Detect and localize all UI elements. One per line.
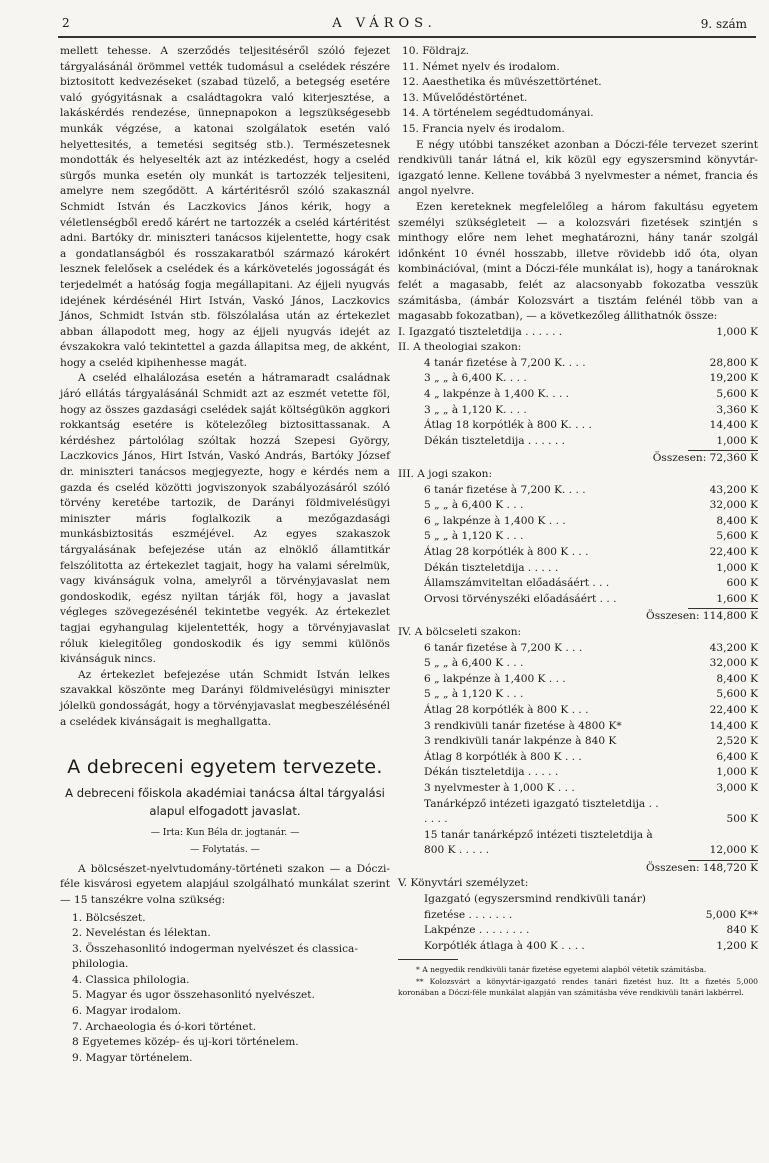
list-item: 8 Egyetemes közép- és uj-kori történelem.: [72, 1036, 299, 1049]
budget-row: [424, 403, 758, 419]
budget-row: [424, 750, 758, 766]
list-item: 12. Aaesthetika és müvészettörténet.: [402, 76, 602, 89]
paragraph: Az értekezlet befejezése után Schmidt István lelkes szavakkal köszönte meg Darányi földmivelésügyi miniszter jólelkü gondosságát, hogy a törvényjavaslat megbeszélésénél a cselédek kivánságait is meghallgatta.: [60, 668, 390, 728]
budget-amount: 6,400 K: [716, 750, 758, 763]
budget-amount: 14,400 K: [709, 719, 758, 732]
footnote-rule: [398, 959, 458, 960]
footnote: * A negyedik rendkivüli tanár fizetése egyetemi alapból vétetik számitásba.: [416, 965, 707, 975]
list-item: 7. Archaeologia és ó-kori történet.: [72, 1020, 257, 1033]
total-label: Összesen:: [646, 861, 700, 874]
budget-amount: 14,400 K: [709, 419, 758, 432]
paragraph: Ezen kereteknek megfelelőleg a három fakultásu egyetem személyi szükségleteit — a kolozsvári fizetések szintjén s minthogy előre nem lehet meghatározni, hány tanár szolgál időnként 10 évnél hosszabb, illetve rövidebb idő óta, olyan kombinációval, (mint a Dóczi-féle munkálat is), hogy a tanároknak felét a magasabb, felét az alacsonyabb fokozatba vesszük számitásba, (ámbár Kolozsvárt a tisztám felénél több van a magasabb fokozatban), — a következőleg állithatnók össze:: [398, 200, 758, 323]
budget-row: [424, 797, 758, 828]
left-column: [60, 44, 390, 1066]
budget-label: 3 rendkivüli tanár fizetése à 4800 K*: [424, 719, 622, 732]
budget-label: Átlag 28 korpótlék à 800 K . . .: [424, 703, 589, 716]
budget-label: Korpótlék átlaga à 400 K . . . .: [424, 939, 585, 952]
budget-label: 5 „ „ à 1,120 K . . .: [424, 530, 524, 543]
budget-row: [424, 923, 758, 939]
list-item: 11. Német nyelv és irodalom.: [402, 60, 560, 73]
budget-row: [424, 529, 758, 545]
budget-row: [424, 418, 758, 434]
budget-row: [424, 892, 758, 923]
budget-amount: 1,200 K: [716, 939, 758, 952]
footnote: ** Kolozsvárt a könyvtár-igazgató rendes tanári fizetést huz. Itt a fizetés 5,000 koronában a Dóczi-féle munkálat alapján van számitásba véve rendkivüli tanári lakbérrel.: [398, 977, 758, 998]
budget-row: [424, 781, 758, 797]
chair-list-continued: [398, 44, 758, 138]
continued-note: — Folytatás. —: [190, 843, 260, 855]
issue-number: 9. szám: [700, 17, 747, 31]
header-rule: [58, 36, 756, 38]
budget-row: [424, 719, 758, 735]
library-budget: [398, 892, 758, 954]
article-author: — Irta: Kun Béla dr. jogtanár. —: [150, 826, 300, 838]
total-amount: 148,720 K: [702, 861, 758, 874]
budget-row: [424, 828, 758, 859]
budget-label: Dékán tiszteletdija . . . . .: [424, 561, 559, 574]
budget-amount: 1,000 K: [716, 325, 758, 338]
budget-row: [424, 371, 758, 387]
list-item: 15. Francia nyelv és irodalom.: [402, 122, 565, 135]
paragraph: E négy utóbbi tanszéket azonban a Dóczi-féle tervezet szerint rendkivüli tanár látná el, kik közül egy egyszersmind könyvtár-igazgató lenne. Kellene továbbá 3 nyelvmester a német, francia és angol nyelvre.: [398, 138, 758, 198]
budget-amount: 22,400 K: [709, 703, 758, 716]
budget-row: [424, 498, 758, 514]
budget-label: Igazgató (egyszersmind rendkivüli tanár) fizetése . . . . . . .: [424, 893, 646, 921]
intro-paragraph: A bölcsészet-nyelvtudomány-történeti szakon — a Dóczi-féle kisvárosi egyetem alapjául szolgálható munkálat szerint — 15 tanszékre volna szükség:: [60, 862, 390, 906]
list-item: 3. Összehasonlitó indogerman nyelvészet és classica-philologia.: [72, 942, 358, 971]
section-total: [424, 609, 758, 625]
list-item: 2. Neveléstan és lélektan.: [72, 927, 211, 940]
budget-amount: 1,000 K: [716, 766, 758, 779]
budget-amount: 1,000 K: [716, 561, 758, 574]
philosophy-budget: [398, 641, 758, 877]
budget-row: [424, 672, 758, 688]
page-header: [0, 14, 769, 34]
budget-row: [398, 325, 758, 341]
list-item: 5. Magyar és ugor összehasonlitó nyelvészet.: [72, 989, 315, 1002]
budget-label: Tanárképző intézeti igazgató tiszteletdija . . . . . .: [424, 797, 659, 826]
budget-row: [424, 939, 758, 955]
list-item: 9. Magyar történelem.: [72, 1051, 193, 1064]
budget-label: Átlag 8 korpótlék à 800 K . . .: [424, 750, 582, 763]
budget-amount: 600 K: [726, 577, 758, 590]
budget-label: 5 „ „ à 6,400 K . . .: [424, 499, 524, 512]
budget-amount: 43,200 K: [709, 483, 758, 496]
budget-amount: 8,400 K: [716, 514, 758, 527]
budget-label: 6 tanár fizetése à 7,200 K. . . .: [424, 483, 586, 496]
budget-amount: 43,200 K: [709, 641, 758, 654]
budget-amount: 12,000 K: [709, 844, 758, 857]
budget-row: [424, 356, 758, 372]
budget-label: I. Igazgató tiszteletdija . . . . . .: [398, 325, 563, 338]
budget-amount: 5,600 K: [716, 388, 758, 401]
budget-label: 6 tanár fizetése à 7,200 K . . .: [424, 641, 583, 654]
budget-amount: 1,000 K: [716, 434, 758, 447]
budget-row: [424, 592, 758, 608]
total-label: Összesen:: [646, 610, 700, 623]
theology-budget: [398, 356, 758, 467]
list-item: 14. A történelem segédtudományai.: [402, 107, 594, 120]
budget-row: [424, 687, 758, 703]
budget-label: 5 „ „ à 1,120 K . . .: [424, 688, 524, 701]
section-heading: II. A theologiai szakon:: [398, 341, 522, 354]
section-heading: III. A jogi szakon:: [398, 468, 493, 481]
budget-row: [424, 703, 758, 719]
budget-amount: 3,360 K: [716, 403, 758, 416]
budget-label: 5 „ „ à 6,400 K . . .: [424, 657, 524, 670]
budget-amount: 32,000 K: [709, 499, 758, 512]
budget-row: [424, 656, 758, 672]
budget-row: [424, 483, 758, 499]
chair-list: [60, 911, 390, 1067]
budget-label: 4 tanár fizetése à 7,200 K. . . .: [424, 356, 586, 369]
budget-label: 3 nyelvmester à 1,000 K . . .: [424, 781, 575, 794]
total-amount: 72,360 K: [709, 452, 758, 465]
budget-amount: 500 K: [726, 813, 758, 826]
section-heading: V. Könyvtári személyzet:: [398, 877, 529, 890]
budget-amount: 32,000 K: [709, 657, 758, 670]
journal-title: A VÁROS.: [332, 16, 437, 31]
budget-label: 15 tanár tanárképző intézeti tiszteletdija à 800 K . . . . .: [424, 828, 653, 857]
budget-label: 6 „ lakpénze à 1,400 K . . .: [424, 514, 566, 527]
budget-amount: 5,600 K: [716, 688, 758, 701]
paragraph: A cseléd elhalálozása esetén a hátramaradt családnak járó ellátás tárgyalásánál Schmidt azt az eszmét vetette föl, hogy az összes gazdasági cselédek saját költségükön aggkori rokkantság esetére is kötelezőleg biztosittassanak. A kérdéshez pártolólag szóltak hozzá Szepesi György, Laczkovics János, Hirt István, Vaskó András, Bartóky József dr. miniszteri tanácsos megjegyezte, hogy e kérdés nem a gazda és cseléd közötti jogviszonyok szabályozásáról szóló törvény keretébe tartozik, de Darányi földmivelésügyi miniszter máris foglalkozik a mezőgazdasági munkásbiztositás eszméjével. Az egyes szakaszok tárgyalásának befejezése után az elnöklő államtitkár felszólitotta az értekezlet tagjait, hogy ha valami sérelmük, vagy kivánságuk volna, amelyről a törvényjavaslat nem gondoskodik, egész nyiltan tárják föl, hogy a javaslat végleges szövegezésénél tekintetbe vegyék. Az értekezlet tagjai egyhangulag kijelentették, hogy a törvényjavaslat róluk kielegitőleg gondoskodik és igy semmi különös kivánságuk nincs.: [60, 372, 390, 666]
list-item: 10. Földrajz.: [402, 45, 470, 57]
budget-row: [424, 545, 758, 561]
budget-label: Átlag 18 korpótlék à 800 K. . . .: [424, 419, 592, 432]
budget-label: 4 „ lakpénze à 1,400 K. . . .: [424, 388, 570, 401]
total-amount: 114,800 K: [702, 610, 758, 623]
paragraph: mellett tehesse. A szerződés teljesitéséről szóló fejezet tárgyalásánál örömmel vették tudomásul a cselédek részére biztositott kedvezéseket (szabad tüzelő, a betegség esetére való gyógyitásnak a családtagokra való kiterjesztése, a lakáskérdés rendezése, ünnepnapokon a legszükségesebb munkák végzése, a katonai szolgálatok esetén való helyettesités, a temetési segitség stb.). Természetesnek mondották és helyeselték azt az intézkedést, hogy a cseléd sürgős munka esetén oly munkát is tartozzék teljesiteni, amelyre nem szegődött. A kártéritésről szóló szakasznál Schmidt István és Laczkovics János kérik, hogy a véletlenségből eredő kárért ne tartozzék a cseléd kártéritést adni. Bartóky dr. miniszteri tanácsos kijelentette, hogy csak a gondatlanságból és rosszakaratból származó károkért lesznek felelősek a cselédek és a kárkövetelés jogosságát és terjedelmét a hatóság fogja megállapitani. Az éjjeli nyugvás idejének kérdésénél Hirt István, Vaskó János, Laczkovics János, Schmidt István stb. fölszólalása után az értekezlet abban állapodott meg, hogy az éjjeli nyugvás idejét az évszakokra való tekintettel a gazda állapitsa meg, de akként, hogy a cseléd kipihenhesse magát.: [60, 45, 390, 369]
section-heading: IV. A bölcseleti szakon:: [398, 625, 522, 638]
budget-label: Orvosi törvényszéki előadásáért . . .: [424, 592, 617, 605]
budget-amount: 5,600 K: [716, 530, 758, 543]
budget-amount: 28,800 K: [709, 356, 758, 369]
list-item: 4. Classica philologia.: [72, 973, 190, 986]
article-title: A debreceni egyetem tervezete.: [67, 756, 383, 779]
list-item: 13. Művelődéstörténet.: [402, 91, 528, 104]
budget-amount: 5,000 K**: [705, 908, 758, 921]
section-total: [424, 861, 758, 877]
section-total: [424, 451, 758, 467]
budget-label: 3 rendkivüli tanár lakpénze à 840 K: [424, 735, 617, 748]
budget-label: 3 „ „ à 1,120 K. . . .: [424, 403, 527, 416]
list-item: 1. Bölcsészet.: [72, 911, 146, 924]
budget-label: Dékán tiszteletdija . . . . . .: [424, 434, 565, 447]
article-subtitle: A debreceni főiskola akadémiai tanácsa által tárgyalási alapul elfogadott javaslat.: [65, 785, 385, 818]
budget-amount: 22,400 K: [709, 546, 758, 558]
budget-row: [424, 387, 758, 403]
budget-label: 3 „ „ à 6,400 K. . . .: [424, 372, 527, 385]
budget-amount: 840 K: [726, 924, 758, 937]
budget-row: [424, 765, 758, 781]
budget-row: [424, 434, 758, 450]
budget-label: Átlag 28 korpótlék à 800 K . . .: [424, 546, 589, 558]
budget-label: Államszámviteltan előadásáért . . .: [424, 577, 610, 590]
budget-row: [424, 641, 758, 657]
budget-row: [424, 561, 758, 577]
budget-row: [424, 514, 758, 530]
budget-amount: 3,000 K: [716, 781, 758, 794]
budget-label: Dékán tiszteletdija . . . . .: [424, 766, 559, 779]
list-item: 6. Magyar irodalom.: [72, 1005, 182, 1018]
budget-amount: 8,400 K: [716, 672, 758, 685]
total-label: Összesen:: [652, 452, 707, 465]
law-budget: [398, 483, 758, 625]
page-number: 2: [62, 16, 70, 30]
budget-amount: 2,520 K: [716, 735, 758, 748]
budget-amount: 1,600 K: [716, 592, 758, 605]
right-column: [398, 44, 758, 998]
budget-label: 6 „ lakpénze à 1,400 K . . .: [424, 672, 566, 685]
budget-row: [424, 576, 758, 592]
budget-row: [424, 734, 758, 750]
budget-amount: 19,200 K: [709, 372, 758, 385]
budget-label: Lakpénze . . . . . . . .: [424, 924, 530, 937]
